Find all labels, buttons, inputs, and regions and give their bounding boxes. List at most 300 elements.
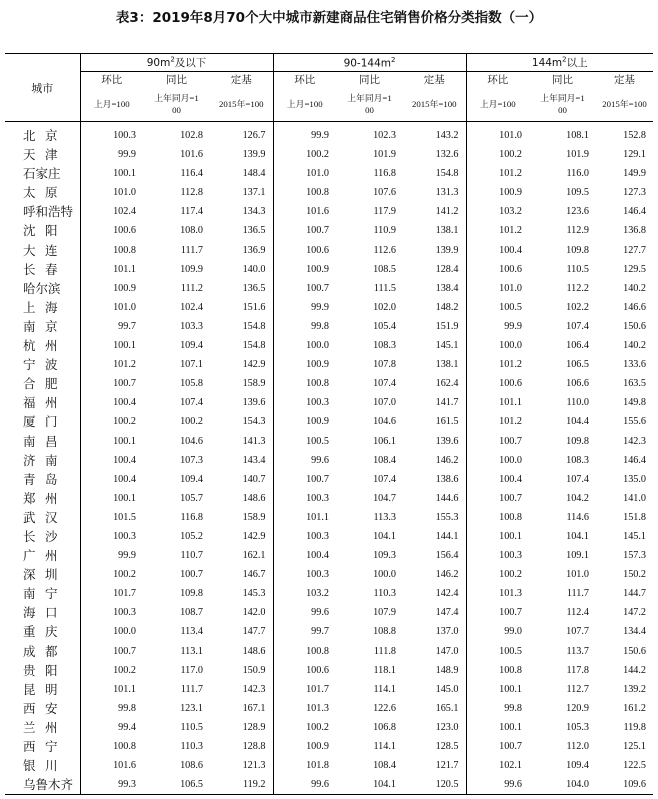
index-value-cell: 106.8	[373, 721, 396, 733]
index-value-cell: 108.4	[373, 760, 396, 772]
index-value-cell: 101.3	[273, 699, 336, 718]
table-row	[5, 432, 653, 451]
index-value-cell: 139.9	[435, 244, 459, 256]
index-value-cell: 128.9	[242, 721, 266, 733]
index-value-cell: 104.4	[566, 416, 590, 428]
index-value-cell: 110.0	[566, 397, 590, 409]
index-value-cell: 100.4	[80, 393, 143, 412]
city-name-cell: 武汉	[23, 509, 58, 525]
table-row	[5, 565, 653, 584]
index-value-cell: 134.3	[242, 206, 266, 218]
index-value-cell: 108.7	[180, 607, 203, 619]
index-value-cell: 128.8	[242, 741, 266, 752]
index-value-cell: 101.2	[466, 355, 529, 374]
city-name-cell: 大连	[23, 242, 58, 258]
base-header-2015: 2015年=100	[403, 87, 466, 122]
index-value-cell: 111.5	[373, 282, 396, 294]
index-value-cell: 125.1	[623, 741, 647, 752]
index-value-cell: 134.4	[623, 626, 647, 638]
index-value-cell: 100.3	[80, 122, 143, 146]
table-row	[5, 546, 653, 565]
index-value-cell: 141.7	[435, 397, 459, 409]
index-value-cell: 109.3	[373, 550, 396, 562]
sub-header-fixed-base: 定基	[614, 74, 636, 86]
index-value-cell: 109.9	[180, 263, 203, 275]
index-value-cell: 100.5	[466, 642, 529, 661]
index-value-cell: 100.0	[273, 336, 336, 355]
index-value-cell: 100.2	[80, 661, 143, 680]
index-value-cell: 109.8	[566, 435, 590, 447]
index-value-cell: 100.8	[273, 642, 336, 661]
index-value-cell: 101.8	[273, 756, 336, 775]
city-name-cell: 乌鲁木齐	[5, 775, 80, 795]
index-value-cell: 100.6	[466, 260, 529, 279]
index-value-cell: 110.7	[180, 550, 203, 562]
index-value-cell: 101.6	[273, 202, 336, 221]
index-value-cell: 146.6	[623, 301, 647, 313]
index-value-cell: 108.3	[373, 340, 396, 352]
table-row	[5, 699, 653, 718]
city-name-cell: 合肥	[23, 376, 58, 392]
table-row	[5, 680, 653, 699]
index-value-cell: 106.1	[373, 435, 396, 447]
index-value-cell: 100.3	[273, 489, 336, 508]
index-value-cell: 151.8	[623, 511, 647, 523]
city-name-cell: 深圳	[23, 567, 58, 583]
index-value-cell: 100.8	[466, 661, 529, 680]
index-value-cell: 113.4	[180, 626, 203, 638]
index-value-cell: 99.6	[273, 775, 336, 795]
city-name-cell: 呼和浩特	[23, 204, 74, 220]
index-value-cell: 156.4	[435, 550, 459, 562]
group-header-large: $144m^2$以上	[466, 54, 653, 72]
index-value-cell: 100.7	[273, 221, 336, 240]
index-value-cell: 105.2	[180, 530, 203, 542]
table-row	[5, 527, 653, 546]
index-value-cell: 104.1	[373, 530, 396, 542]
index-value-cell: 138.6	[435, 473, 459, 485]
table-row	[5, 470, 653, 489]
index-value-cell: 111.8	[373, 645, 396, 657]
index-value-cell: 112.4	[566, 607, 590, 619]
index-value-cell: 100.4	[80, 451, 143, 470]
index-value-cell: 144.7	[623, 588, 647, 600]
index-value-cell: 108.4	[373, 454, 396, 466]
index-value-cell: 101.2	[466, 164, 529, 183]
index-value-cell: 167.1	[242, 702, 266, 714]
index-value-cell: 151.6	[242, 301, 266, 313]
index-value-cell: 104.7	[373, 492, 396, 504]
index-value-cell: 100.2	[80, 565, 143, 584]
city-name-cell: 兰州	[23, 719, 58, 735]
index-value-cell: 100.6	[273, 661, 336, 680]
index-value-cell: 100.9	[273, 355, 336, 374]
index-value-cell: 99.9	[80, 145, 143, 164]
index-value-cell: 158.9	[242, 511, 266, 523]
index-value-cell: 100.8	[80, 241, 143, 260]
index-value-cell: 121.3	[242, 760, 266, 772]
index-value-cell: 100.1	[80, 336, 143, 355]
index-value-cell: 149.9	[623, 168, 647, 180]
city-name-cell: 昆明	[23, 681, 58, 697]
index-value-cell: 140.7	[242, 473, 266, 485]
table-row	[5, 183, 653, 202]
base-header-last-month: 上月=100	[80, 87, 143, 122]
index-value-cell: 154.8	[242, 320, 266, 332]
city-name-cell: 广州	[23, 548, 58, 564]
index-value-cell: 100.1	[466, 680, 529, 699]
sub-header-mom: 环比	[466, 72, 529, 88]
index-value-cell: 100.2	[80, 412, 143, 431]
index-value-cell: 111.2	[180, 282, 203, 294]
index-value-cell: 145.1	[435, 340, 459, 352]
base-header-last-year: 上年同月=1 00	[336, 87, 403, 122]
index-value-cell: 117.4	[180, 206, 203, 218]
index-value-cell: 108.8	[373, 626, 396, 638]
index-value-cell: 104.6	[373, 416, 396, 428]
index-value-cell: 101.2	[80, 355, 143, 374]
city-name-cell: 上海	[23, 299, 58, 315]
city-name-cell: 银川	[23, 758, 58, 774]
city-name-cell: 长沙	[23, 528, 58, 544]
table-row	[5, 756, 653, 775]
index-value-cell: 165.1	[435, 702, 459, 714]
index-value-cell: 148.6	[242, 492, 266, 504]
index-value-cell: 110.3	[180, 741, 203, 752]
base-header-2015: 2015年=100	[596, 87, 653, 122]
index-value-cell: 102.4	[80, 202, 143, 221]
sub-header-yoy: 同比	[166, 74, 187, 86]
index-value-cell: 100.3	[273, 527, 336, 546]
city-name-cell: 贵阳	[23, 662, 58, 678]
index-value-cell: 100.8	[80, 737, 143, 756]
group-header-small: $90m^2$及以下	[80, 54, 273, 72]
index-value-cell: 100.0	[373, 569, 396, 581]
index-value-cell: 108.1	[566, 130, 590, 141]
index-value-cell: 105.8	[180, 378, 203, 390]
index-value-cell: 100.7	[466, 737, 529, 756]
index-value-cell: 143.4	[242, 454, 266, 466]
index-value-cell: 107.6	[373, 187, 396, 199]
index-value-cell: 109.5	[566, 187, 590, 199]
index-value-cell: 100.4	[80, 470, 143, 489]
index-value-cell: 100.7	[180, 569, 203, 581]
index-value-cell: 141.3	[242, 435, 266, 447]
index-value-cell: 123.1	[180, 702, 203, 714]
index-value-cell: 100.6	[466, 374, 529, 393]
index-value-cell: 148.6	[242, 645, 266, 657]
index-value-cell: 127.3	[623, 187, 647, 199]
index-value-cell: 101.1	[80, 260, 143, 279]
index-value-cell: 154.3	[242, 416, 266, 428]
base-header-last-year: 上年同月=1 00	[529, 87, 596, 122]
index-value-cell: 109.4	[180, 340, 203, 352]
city-name-cell: 哈尔滨	[23, 280, 61, 296]
index-value-cell: 110.3	[373, 588, 396, 600]
sub-header-yoy: 同比	[552, 74, 574, 86]
table-row	[5, 775, 653, 795]
index-value-cell: 146.2	[435, 569, 459, 581]
index-value-cell: 100.8	[273, 374, 336, 393]
index-value-cell: 154.8	[242, 340, 266, 352]
index-value-cell: 101.0	[80, 183, 143, 202]
index-value-cell: 100.6	[80, 221, 143, 240]
city-name-cell: 西安	[23, 700, 58, 716]
index-value-cell: 104.6	[180, 435, 203, 447]
index-value-cell: 117.9	[373, 206, 396, 218]
index-value-cell: 122.6	[373, 702, 396, 714]
table-row	[5, 451, 653, 470]
index-value-cell: 100.3	[466, 546, 529, 565]
index-value-cell: 144.6	[435, 492, 459, 504]
index-value-cell: 101.7	[80, 584, 143, 603]
index-value-cell: 104.0	[529, 775, 596, 795]
index-value-cell: 101.1	[466, 393, 529, 412]
index-value-cell: 110.5	[566, 263, 590, 275]
index-value-cell: 107.0	[373, 397, 396, 409]
city-name-cell: 青岛	[23, 471, 58, 487]
index-value-cell: 104.1	[336, 775, 403, 795]
index-value-cell: 101.0	[80, 298, 143, 317]
index-value-cell: 149.8	[623, 397, 647, 409]
index-value-cell: 129.5	[623, 263, 647, 275]
index-value-cell: 144.2	[623, 664, 647, 676]
index-value-cell: 100.9	[80, 279, 143, 298]
index-value-cell: 105.7	[180, 492, 203, 504]
index-value-cell: 107.4	[373, 378, 396, 390]
index-value-cell: 100.3	[80, 603, 143, 622]
table-row	[5, 221, 653, 240]
index-value-cell: 112.7	[566, 683, 590, 695]
table-row	[5, 642, 653, 661]
index-value-cell: 140.0	[242, 263, 266, 275]
index-value-cell: 106.4	[566, 340, 590, 352]
index-value-cell: 100.7	[273, 279, 336, 298]
index-value-cell: 135.0	[623, 473, 647, 485]
index-value-cell: 100.4	[466, 470, 529, 489]
index-value-cell: 102.3	[373, 130, 396, 141]
index-value-cell: 142.9	[242, 530, 266, 542]
index-value-cell: 102.0	[373, 301, 396, 313]
index-value-cell: 100.8	[466, 508, 529, 527]
index-value-cell: 100.0	[80, 622, 143, 641]
table-row	[5, 393, 653, 412]
index-value-cell: 119.2	[210, 775, 273, 795]
index-value-cell: 113.1	[180, 645, 203, 657]
index-value-cell: 100.4	[273, 546, 336, 565]
index-value-cell: 100.7	[80, 374, 143, 393]
index-value-cell: 139.2	[623, 683, 647, 695]
index-value-cell: 100.2	[180, 416, 203, 428]
index-value-cell: 116.8	[180, 511, 203, 523]
index-value-cell: 146.4	[623, 454, 647, 466]
index-value-cell: 101.9	[373, 149, 396, 161]
index-value-cell: 99.8	[80, 699, 143, 718]
index-value-cell: 147.4	[435, 607, 459, 619]
index-value-cell: 155.6	[623, 416, 647, 428]
index-value-cell: 101.2	[466, 412, 529, 431]
index-value-cell: 142.3	[242, 683, 266, 695]
index-value-cell: 138.4	[435, 282, 459, 294]
index-value-cell: 100.2	[273, 145, 336, 164]
index-value-cell: 142.0	[242, 607, 266, 619]
city-name-cell: 长春	[23, 261, 58, 277]
index-value-cell: 120.9	[566, 702, 590, 714]
index-value-cell: 100.4	[466, 241, 529, 260]
index-value-cell: 99.7	[273, 622, 336, 641]
table-row	[5, 164, 653, 183]
index-value-cell: 114.1	[373, 741, 396, 752]
base-header-last-year: 上年同月=1 00	[143, 87, 210, 122]
index-value-cell: 100.0	[466, 451, 529, 470]
index-value-cell: 100.1	[80, 489, 143, 508]
index-value-cell: 161.5	[435, 416, 459, 428]
index-value-cell: 140.2	[623, 282, 647, 294]
index-value-cell: 141.2	[435, 206, 459, 218]
index-value-cell: 145.1	[623, 530, 647, 542]
index-value-cell: 162.4	[435, 378, 459, 390]
city-name-cell: 海口	[23, 605, 58, 621]
index-value-cell: 106.6	[566, 378, 590, 390]
index-value-cell: 162.1	[242, 550, 266, 562]
index-value-cell: 105.4	[373, 320, 396, 332]
index-value-cell: 137.1	[242, 187, 266, 199]
table-row	[5, 298, 653, 317]
index-value-cell: 148.9	[435, 664, 459, 676]
index-value-cell: 150.6	[623, 320, 647, 332]
index-value-cell: 116.4	[180, 168, 203, 180]
index-value-cell: 111.7	[180, 683, 203, 695]
group-header-medium: $90-144m^2$	[273, 54, 466, 72]
table-title: 表3：2019年8月70个大中城市新建商品住宅销售价格分类指数（一）	[115, 10, 543, 26]
index-value-cell: 123.0	[435, 721, 459, 733]
index-value-cell: 110.9	[373, 225, 396, 237]
sub-header-yoy: 同比	[359, 74, 380, 86]
index-value-cell: 101.7	[273, 680, 336, 699]
index-value-cell: 107.7	[566, 626, 590, 638]
table-row	[5, 145, 653, 164]
index-value-cell: 158.9	[242, 378, 266, 390]
index-value-cell: 138.1	[435, 359, 459, 371]
city-name-cell: 南宁	[23, 586, 58, 602]
table-row	[5, 260, 653, 279]
index-value-cell: 107.4	[566, 473, 590, 485]
index-value-cell: 99.3	[80, 775, 143, 795]
table-row	[5, 584, 653, 603]
table-row	[5, 508, 653, 527]
city-name-cell: 沈阳	[23, 223, 58, 239]
index-value-cell: 99.8	[273, 317, 336, 336]
index-value-cell: 114.6	[566, 511, 590, 523]
table-row	[5, 603, 653, 622]
index-value-cell: 110.5	[180, 721, 203, 733]
city-name-cell: 太原	[23, 185, 58, 201]
index-value-cell: 100.7	[80, 642, 143, 661]
table-row	[5, 241, 653, 260]
index-value-cell: 152.8	[623, 130, 647, 141]
index-value-cell: 100.2	[466, 565, 529, 584]
index-value-cell: 99.6	[273, 451, 336, 470]
index-value-cell: 147.0	[435, 645, 459, 657]
index-value-cell: 103.2	[273, 584, 336, 603]
index-value-cell: 123.6	[566, 206, 590, 218]
index-value-cell: 139.6	[242, 397, 266, 409]
index-value-cell: 100.7	[466, 603, 529, 622]
table-row	[5, 279, 653, 298]
city-name-cell: 北京	[23, 128, 58, 143]
index-value-cell: 132.6	[435, 149, 459, 161]
index-value-cell: 139.6	[435, 435, 459, 447]
index-value-cell: 101.9	[566, 149, 590, 161]
index-value-cell: 104.2	[566, 492, 590, 504]
index-value-cell: 101.6	[80, 756, 143, 775]
index-value-cell: 99.0	[466, 622, 529, 641]
table-row	[5, 202, 653, 221]
city-name-cell: 南昌	[23, 433, 58, 449]
index-value-cell: 112.2	[566, 282, 590, 294]
index-value-cell: 142.3	[623, 435, 647, 447]
index-value-cell: 99.4	[80, 718, 143, 737]
index-value-cell: 139.9	[242, 149, 266, 161]
index-value-cell: 103.3	[180, 320, 203, 332]
index-value-cell: 113.3	[373, 511, 396, 523]
index-value-cell: 100.3	[80, 527, 143, 546]
table-header	[5, 54, 653, 122]
index-value-cell: 147.7	[242, 626, 266, 638]
index-value-cell: 109.6	[596, 775, 653, 795]
index-value-cell: 137.0	[435, 626, 459, 638]
index-value-cell: 148.4	[242, 168, 266, 180]
index-value-cell: 129.1	[623, 149, 647, 161]
city-name-cell: 西宁	[23, 739, 58, 754]
index-value-cell: 99.6	[466, 775, 529, 795]
index-value-cell: 112.8	[180, 187, 203, 199]
city-column-header: 城市	[5, 54, 80, 122]
table-row	[5, 622, 653, 641]
index-value-cell: 145.0	[435, 683, 459, 695]
city-name-cell: 重庆	[23, 624, 58, 640]
index-value-cell: 100.1	[466, 718, 529, 737]
index-value-cell: 100.9	[273, 412, 336, 431]
index-value-cell: 117.8	[566, 664, 590, 676]
index-value-cell: 101.0	[466, 279, 529, 298]
index-value-cell: 107.4	[566, 320, 590, 332]
city-name-cell: 石家庄	[23, 166, 61, 182]
city-name-cell: 济南	[23, 452, 58, 468]
index-value-cell: 116.8	[373, 168, 396, 180]
index-value-cell: 155.3	[435, 511, 459, 523]
index-value-cell: 101.0	[466, 122, 529, 146]
table-row	[5, 718, 653, 737]
table-row	[5, 336, 653, 355]
index-value-cell: 106.5	[143, 775, 210, 795]
table-row	[5, 374, 653, 393]
index-value-cell: 100.2	[273, 718, 336, 737]
index-value-cell: 99.6	[273, 603, 336, 622]
index-value-cell: 104.1	[566, 530, 590, 542]
index-value-cell: 146.7	[242, 569, 266, 581]
index-value-cell: 100.7	[273, 470, 336, 489]
city-name-cell: 成都	[23, 643, 58, 659]
table-row	[5, 661, 653, 680]
index-value-cell: 101.2	[466, 221, 529, 240]
table-row	[5, 317, 653, 336]
index-value-cell: 157.3	[623, 550, 647, 562]
city-name-cell: 南京	[23, 318, 58, 334]
city-name-cell: 宁波	[23, 357, 58, 373]
index-value-cell: 100.9	[273, 737, 336, 756]
index-value-cell: 99.7	[80, 317, 143, 336]
